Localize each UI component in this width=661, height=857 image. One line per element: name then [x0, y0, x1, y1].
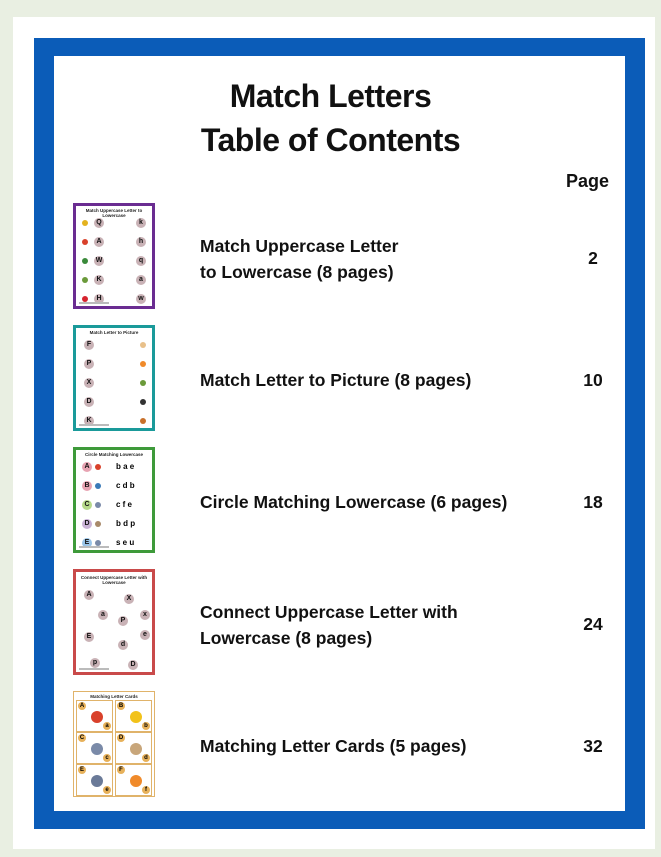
dog-icon [130, 743, 142, 755]
thumbnail-match-uppercase [73, 203, 155, 309]
page-title [0, 74, 661, 162]
entry-page-number: 18 [583, 492, 603, 512]
letter-circle: A [82, 462, 92, 472]
elephant-icon [91, 775, 103, 787]
cat-icon [95, 502, 101, 508]
thumbnail-connect-letters [73, 569, 155, 675]
letter-circle: C [82, 500, 92, 510]
letter-circle: x [140, 610, 150, 620]
card-cell [115, 764, 152, 796]
thumbnail-circle-lowercase [73, 447, 155, 553]
letter-circle: W [95, 257, 103, 264]
entry-label-line-2: to Lowercase (8 pages) [200, 262, 394, 282]
apple-icon [82, 239, 88, 245]
toc-entry[interactable] [0, 325, 661, 433]
letter-circle: e [140, 630, 150, 640]
card-lower-letter: a [103, 722, 111, 730]
letter-circle: d [118, 640, 128, 650]
toc-entry[interactable] [0, 569, 661, 677]
hat-icon [140, 342, 146, 348]
entry-label[interactable] [200, 489, 507, 515]
page-column-header: Page [566, 171, 610, 191]
letter-circle: X [124, 594, 134, 604]
toc-entry[interactable] [0, 203, 661, 311]
thumbnail-title: Matching Letter Cards [90, 694, 138, 699]
card-lower-letter: b [142, 722, 150, 730]
card-cell [76, 700, 113, 732]
letter-circle: q [136, 256, 146, 266]
letter-circle: E [82, 538, 92, 548]
bee-icon [130, 711, 142, 723]
letter-circle: E [84, 632, 94, 642]
dog-icon [140, 418, 146, 424]
letter-circle: F [84, 340, 94, 350]
letter-circle: D [82, 519, 92, 529]
pineapple-icon [82, 220, 88, 226]
card-upper-letter: D [118, 735, 124, 741]
letter-circle: P [84, 359, 94, 369]
choice-letters: b a e [116, 462, 135, 471]
letter-circle: K [84, 416, 94, 426]
card-cell [115, 732, 152, 764]
card-lower-letter: e [103, 786, 111, 794]
watermelon-icon [82, 258, 88, 264]
thumbnail-title: Connect Uppercase Letter with Lowercase [80, 575, 148, 585]
entry-page-number: 32 [583, 736, 603, 756]
bird-icon [95, 483, 101, 489]
entry-label[interactable] [200, 599, 458, 651]
letter-circle: K [94, 275, 104, 285]
letter-circle: P [118, 616, 128, 626]
entry-page-number: 24 [583, 614, 603, 634]
card-lower-letter: c [103, 754, 111, 762]
card-lower-letter: f [142, 786, 150, 794]
letter-circle: A [84, 590, 94, 600]
apple-icon [91, 711, 103, 723]
letter-circle: w [136, 294, 146, 304]
letter-circle: h [136, 237, 146, 247]
thumbnail-footer [79, 424, 109, 426]
letter-circle: D [128, 660, 138, 670]
toc-entry[interactable] [0, 691, 661, 799]
entry-label-line-1: Matching Letter Cards (5 pages) [200, 736, 467, 756]
choice-letters: b d p [116, 519, 136, 528]
card-upper-letter: E [79, 767, 84, 773]
card-upper-letter: C [79, 735, 85, 741]
entry-label[interactable] [200, 233, 398, 285]
letter-circle: D [84, 397, 94, 407]
title-line-2: Table of Contents [200, 122, 461, 158]
thumbnail-footer [79, 302, 109, 304]
card-cell [76, 732, 113, 764]
card-upper-letter: F [117, 766, 125, 774]
thumbnail-letter-cards [73, 691, 155, 797]
choice-letters: c d b [116, 481, 135, 490]
letter-circle: k [136, 218, 146, 228]
card-upper-letter: B [118, 703, 124, 709]
thumbnail-title: Match Uppercase Letter to Lowercase [85, 208, 143, 218]
card-cell [115, 700, 152, 732]
entry-label[interactable] [200, 733, 466, 759]
choice-letters: c f e [116, 500, 133, 509]
cat-icon [91, 743, 103, 755]
thumbnail-match-picture [73, 325, 155, 431]
choice-letters: s e u [116, 538, 135, 547]
letter-circle: a [136, 275, 146, 285]
letter-circle: Q [94, 218, 104, 228]
kite-icon [82, 277, 88, 283]
entry-label-line-1: Match Letter to Picture (8 pages) [200, 370, 472, 390]
dog-icon [95, 521, 101, 527]
letter-circle: p [90, 658, 100, 668]
thumbnail-title: Match Letter to Picture [89, 330, 139, 335]
letter-circle: B [82, 481, 92, 491]
card-lower-letter: d [142, 754, 150, 762]
letter-circle: A [94, 237, 104, 247]
toc-entry[interactable] [0, 447, 661, 555]
fish-icon [140, 361, 146, 367]
letter-circle: a [98, 610, 108, 620]
penguin-icon [140, 399, 146, 405]
card-cell [76, 764, 113, 796]
letter-circle: X [84, 378, 94, 388]
entry-label-line-1: Circle Matching Lowercase (6 pages) [200, 492, 508, 512]
thumbnail-footer [79, 668, 109, 670]
kite-icon [140, 380, 146, 386]
card-upper-letter: A [79, 703, 85, 709]
entry-page-number: 10 [583, 370, 603, 390]
letter-circle: H [94, 294, 104, 304]
thumbnail-title: Circle Matching Lowercase [84, 452, 144, 457]
entry-label-line-1: Match Uppercase Letter [200, 236, 399, 256]
apple-icon [95, 464, 101, 470]
entry-label-line-2: Lowercase (8 pages) [200, 628, 373, 648]
entry-label[interactable] [200, 367, 471, 393]
thumbnail-footer [79, 546, 109, 548]
fish-icon [130, 775, 142, 787]
entry-page-number: 2 [588, 248, 598, 268]
title-line-1: Match Letters [229, 78, 432, 114]
entry-label-line-1: Connect Uppercase Letter with [200, 602, 458, 622]
